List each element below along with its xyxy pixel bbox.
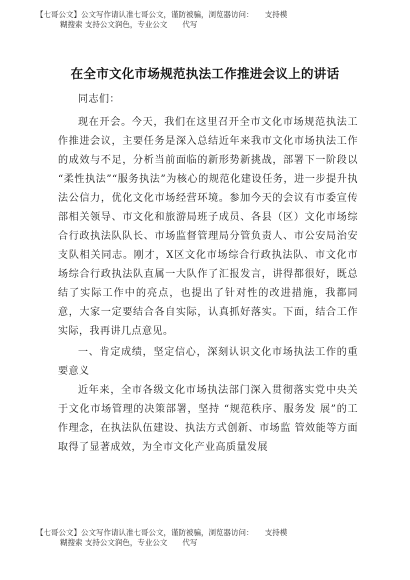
footer-notice [0, 528, 410, 548]
footer-notice-line2: 糊搜索 支持公文润色，专业公文 代写 [60, 538, 198, 547]
paragraph-section-1: 近年来，全市各级文化市场执法部门深入贯彻落实党中央关于文化市场管理的决策部署，坚持 “规范秩序、服务发 展”的工作理念，在执法队伍建设、执法方式创新、市场监 管效能等方面取得了显著成效，为全市文化产业高质量发展 [58, 385, 358, 453]
footer-notice-line1: 【七哥公文】公文写作请认准七哥公文，谨防被骗，浏览器访问： 支持模 [36, 528, 288, 537]
header-notice-line2: 糊搜索 支持公文润色，专业公文 代写 [60, 20, 198, 29]
header-notice-line1: 【七哥公文】公文写作请认准七哥公文，谨防被骗，浏览器访问： 支持模 [36, 10, 288, 19]
paragraph-opening: 现在开会。今天，我们在这里召开全市文化市场规范执法工作推进会议，主要任务是深入总结近年来我市文化市场执法工作的成效与不足，分析当前面临的新形势新挑战，部署下一阶段以 “柔性执法”“服务执法”为核心的规范化建设任务，进一步提升执法公信力，优化文化市场经营环境。参加今天的会议有市委宣传部相关领导、市文化和旅游局班子成员、各县（区）文化市场综合行政执法队队长、市场监督管理局分管负责人、市公安局治安支队相关同志。刚才，X区文化市场综合行政执法队、市文化市场综合行政执法队直属一大队作了汇报发言，讲得都很好，既总结了实际工作中的亮点，也提出了针对性的改进措施，我都同意，大家一定要结合各自实际，认真抓好落实。下面，结合工作实际，我再讲几点意见。 [58, 117, 358, 337]
salutation: 同志们： [78, 94, 120, 105]
section-heading-1: 一、肯定成绩，坚定信心，深刻认识文化市场执法工作的重要意义 [58, 347, 358, 377]
header-notice [0, 10, 410, 30]
document-title: 在全市文化市场规范执法工作推进会议上的讲话 [70, 66, 340, 81]
document-body [58, 90, 358, 457]
